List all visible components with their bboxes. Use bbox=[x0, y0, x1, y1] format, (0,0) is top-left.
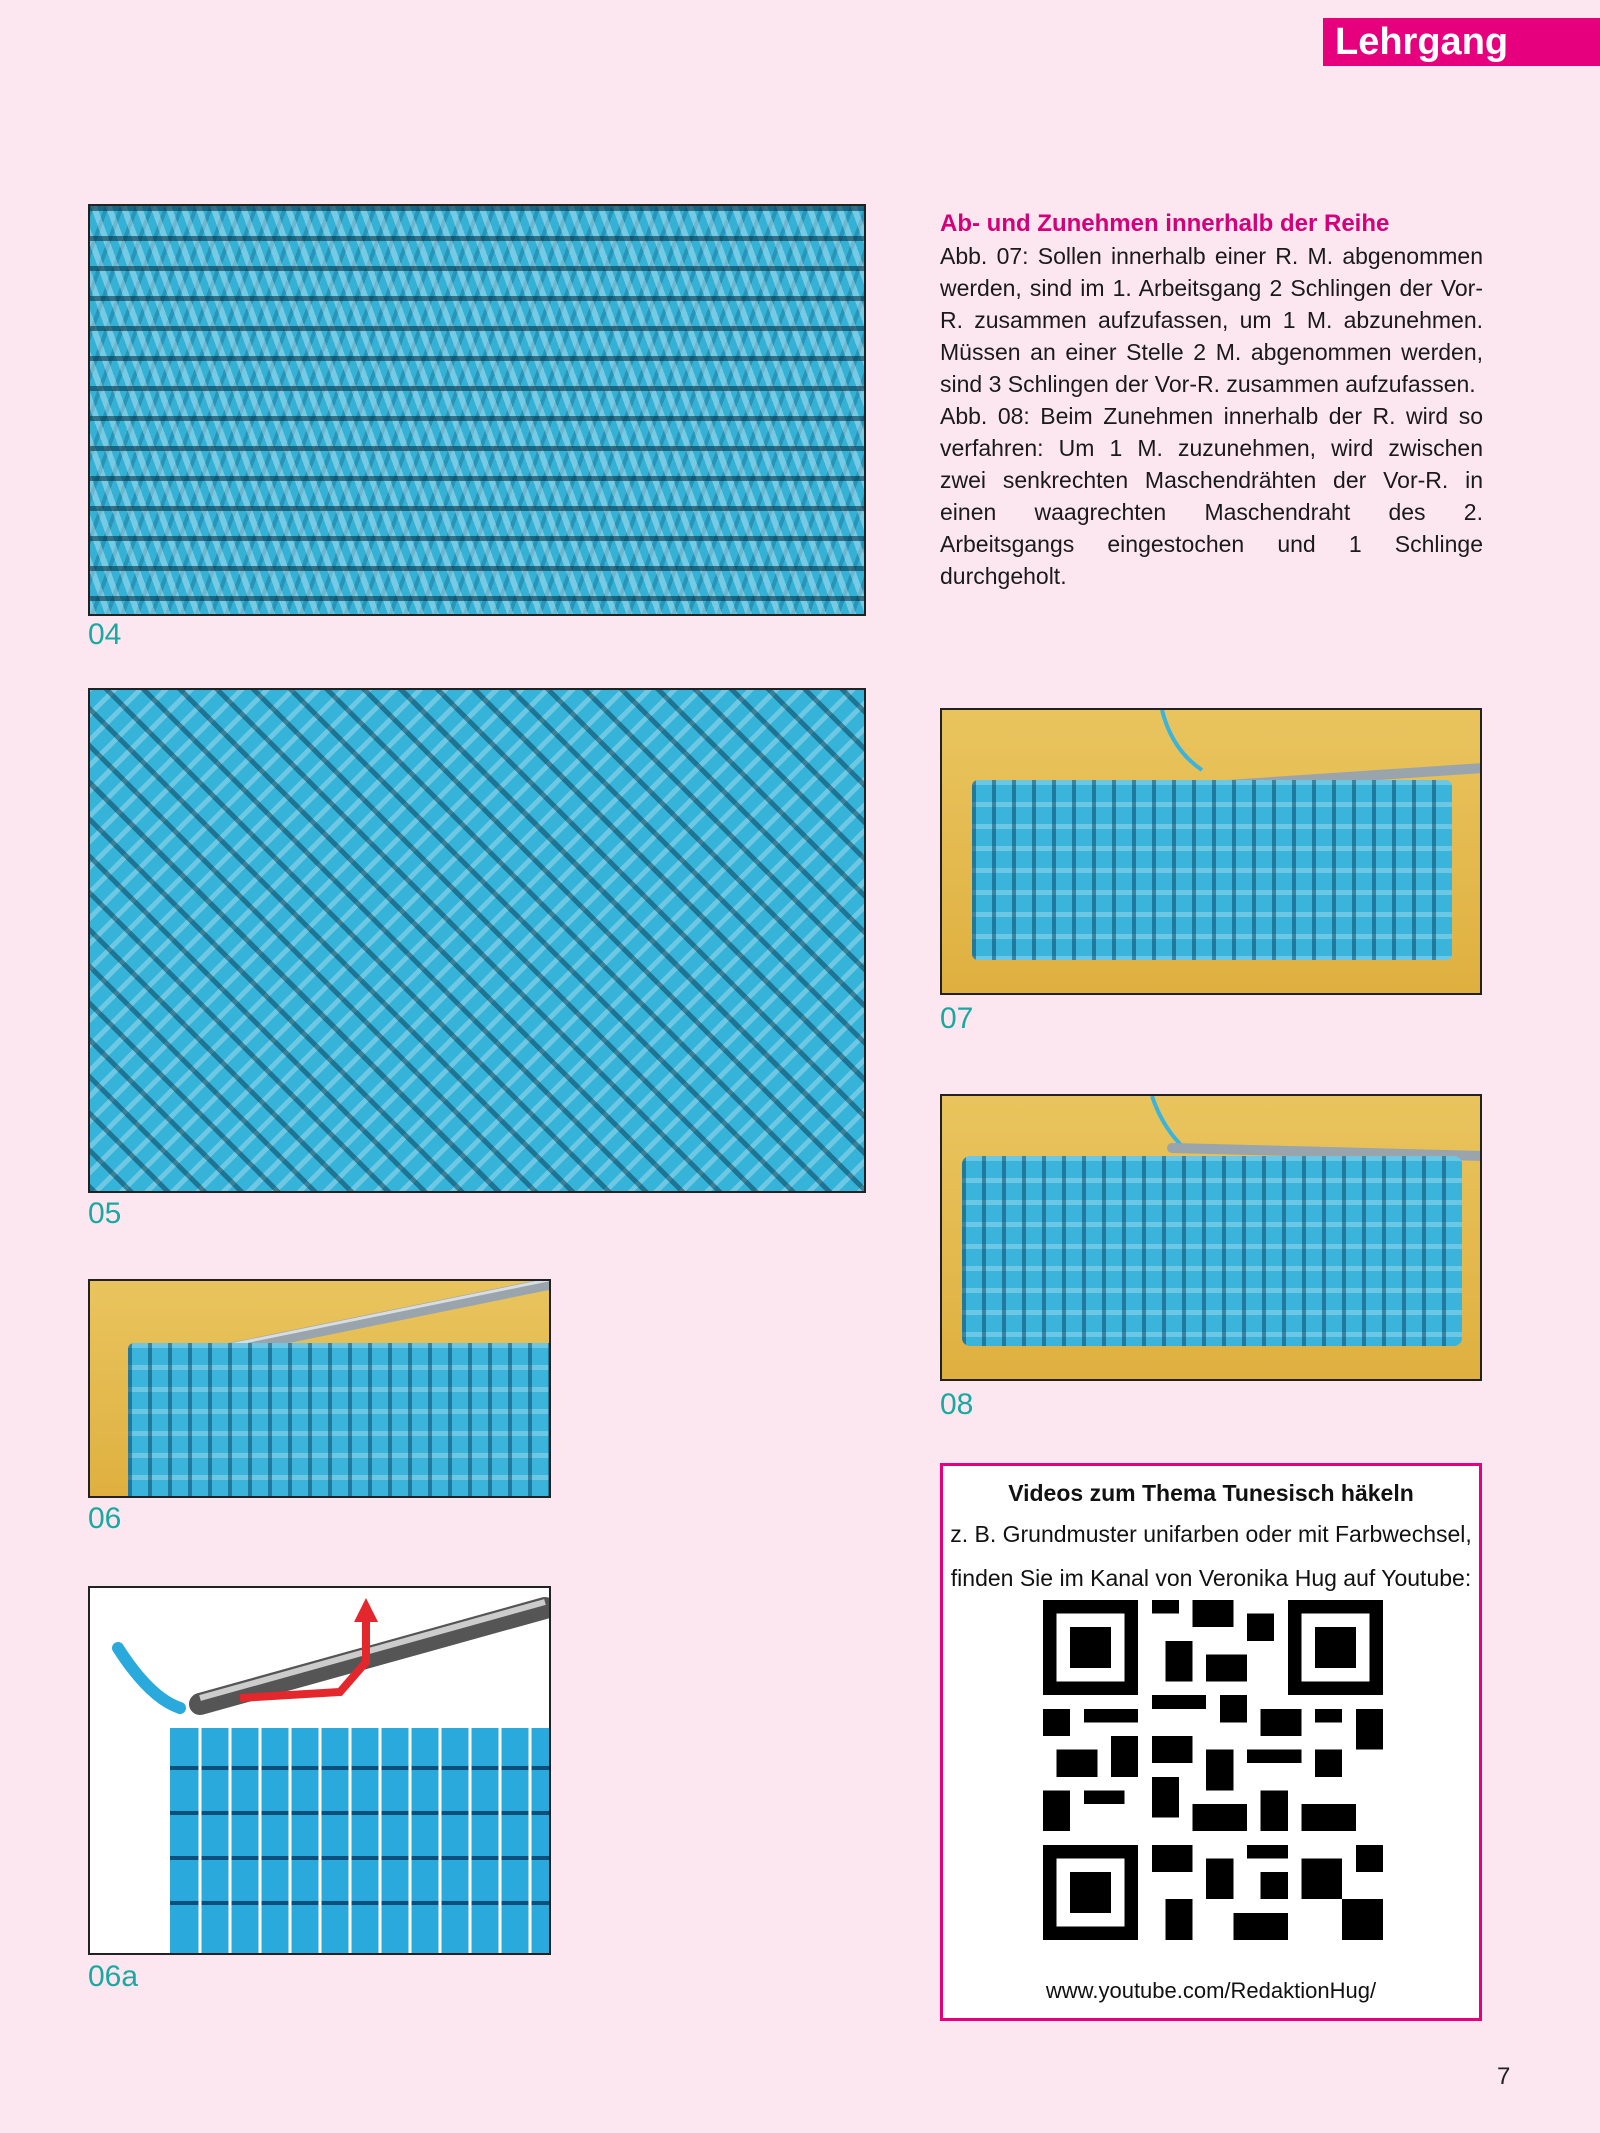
photo-04 bbox=[88, 204, 866, 616]
article-paragraph-1: Abb. 07: Sollen innerhalb einer R. M. abgenommen werden, sind im 1. Arbeitsgang 2 Schlingen der Vor-R. zusammen aufzufassen, um 1 M. abzunehmen. Müssen an einer Stelle 2 M. abgenommen werden, sind 3 Schlingen der Vor-R. zusammen aufzufassen. bbox=[940, 243, 1483, 397]
section-tag: Lehrgang bbox=[1323, 18, 1600, 66]
figure-label-06a: 06a bbox=[88, 1960, 139, 1993]
page-number: 7 bbox=[1497, 2063, 1511, 2090]
photo-06 bbox=[88, 1279, 551, 1498]
video-box-line-1: z. B. Grundmuster unifarben oder mit Farbwechsel, bbox=[950, 1521, 1472, 1547]
swatch bbox=[962, 1156, 1462, 1346]
figure-label-05: 05 bbox=[88, 1197, 122, 1230]
video-box bbox=[940, 1463, 1482, 2021]
crochet-diagram-icon bbox=[90, 1588, 549, 1953]
figure-label-06: 06 bbox=[88, 1502, 122, 1535]
youtube-link[interactable]: www.youtube.com/RedaktionHug/ bbox=[1045, 1978, 1377, 2003]
figure-label-04: 04 bbox=[88, 618, 122, 651]
video-box-line-2: finden Sie im Kanal von Veronika Hug auf Youtube: bbox=[950, 1565, 1472, 1591]
article-paragraph-2: Abb. 08: Beim Zunehmen innerhalb der R. wird so verfahren: Um 1 M. zuzunehmen, wird zwischen zwei senkrechten Maschendrähten der Vor-R. in einen waagrechten Maschendraht des 2. Arbeitsgangs eingestochen und 1 Schlinge durchgeholt. bbox=[940, 403, 1483, 589]
video-box-title: Videos zum Thema Tunesisch häkeln bbox=[1008, 1480, 1414, 1506]
photo-05 bbox=[88, 688, 866, 1193]
figure-label-08: 08 bbox=[940, 1388, 974, 1421]
swatch bbox=[128, 1343, 551, 1498]
qr-code-icon[interactable] bbox=[1043, 1600, 1383, 1940]
article-heading: Ab- und Zunehmen innerhalb der Reihe bbox=[940, 210, 1390, 237]
photo-07 bbox=[940, 708, 1482, 995]
swatch bbox=[972, 780, 1452, 960]
article bbox=[940, 208, 1483, 592]
figure-label-07: 07 bbox=[940, 1002, 974, 1035]
photo-08 bbox=[940, 1094, 1482, 1381]
diagram-06a bbox=[88, 1586, 551, 1955]
